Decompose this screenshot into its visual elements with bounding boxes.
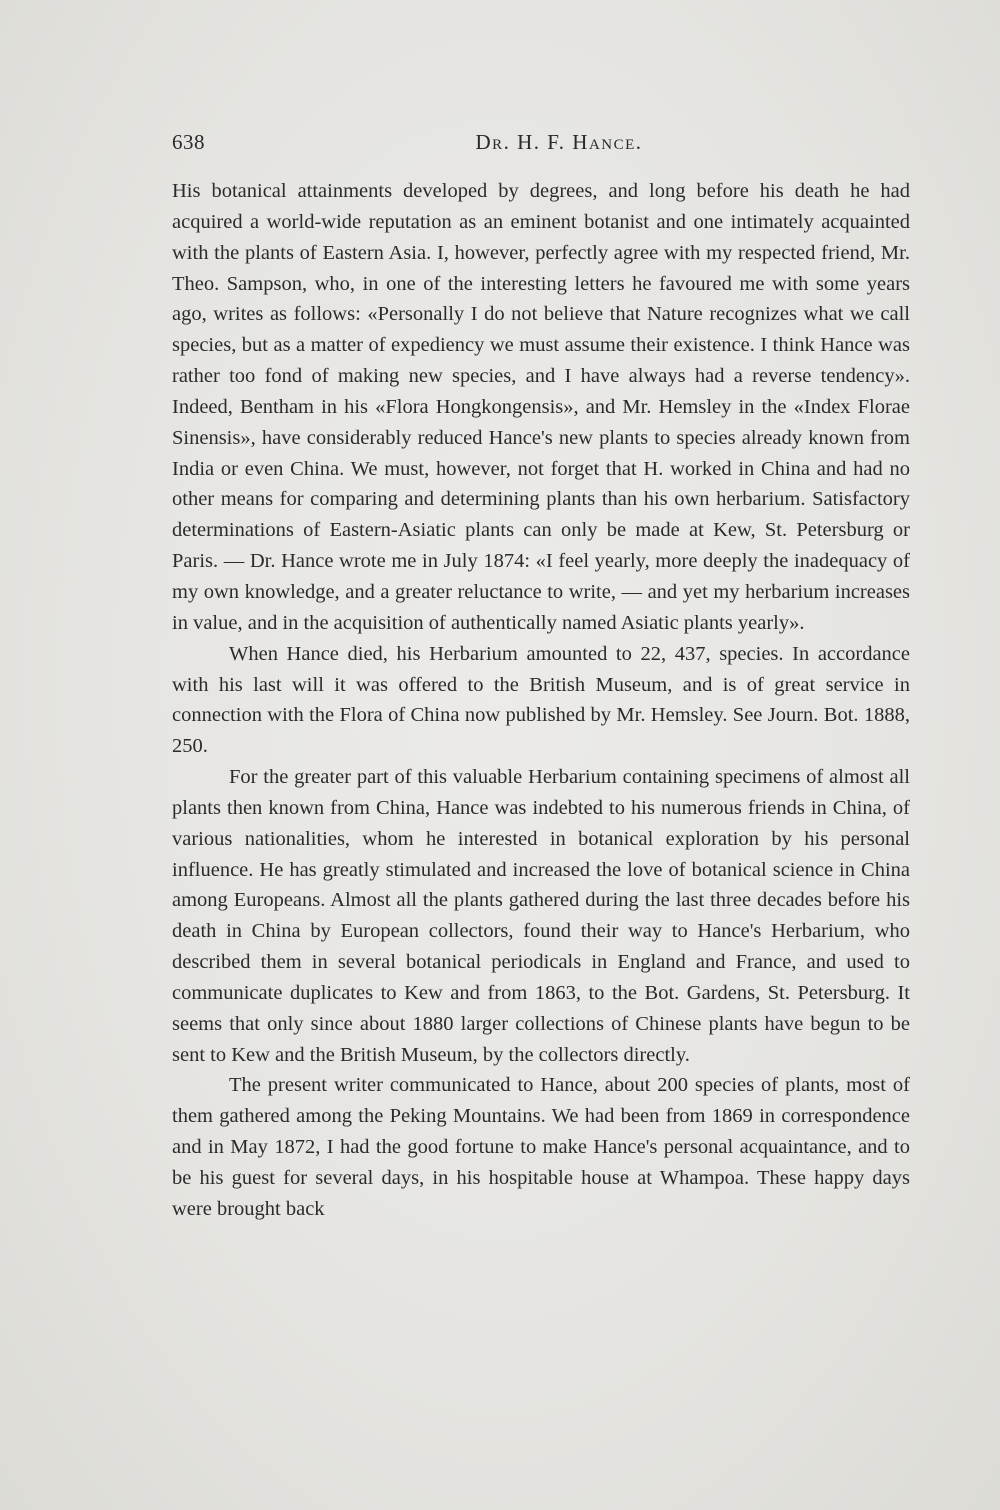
paragraph-3: For the greater part of this valuable Herbarium containing specimens of almost all plants then known from China, Hance was indebted to his numerous friends in China, of various nationalities, whom he interested in botanical exploration by his personal influence. He has greatly stimulated and increased the love of botanical science in China among Europeans. Almost all the plants gathered during the last three decades before his death in China by European collectors, found their way to Hance's Herbarium, who described them in several botanical periodicals in England and France, and used to communicate duplicates to Kew and from 1863, to the Bot. Gardens, St. Petersburg. It seems that only since about 1880 larger collections of Chinese plants have begun to be sent to Kew and the British Museum, by the collectors directly.	[172, 766, 910, 1066]
paragraph-1: His botanical attainments developed by degrees, and long before his death he had acquired a world-wide reputation as an eminent botanist and one intimately acquainted with the plants of Eastern Asia. I, however, perfectly agree with my respected friend, Mr. Theo. Sampson, who, in one of the interesting letters he favoured me with some years ago, writes as follows: «Personally I do not believe that Nature recognizes what we call species, but as a matter of expediency we must assume their existence. I think Hance was rather too fond of making new species, and I have always had a reverse tendency». Indeed, Bentham in his «Flora Hongkongensis», and Mr. Hemsley in the «Index Florae Sinensis», have considerably reduced Hance's new plants to species already known from India or even China. We must, however, not forget that H. worked in China and had no other means for comparing and determining plants than his own herbarium. Satisfactory determinations of Eastern-Asiatic plants can only be made at Kew, St. Petersburg or Paris. — Dr. Hance wrote me in July 1874: «I feel yearly, more deeply the inadequacy of my own knowledge, and a greater reluctance to write, — and yet my herbarium increases in value, and in the acquisition of authentically named Asiatic plants yearly».	[172, 180, 910, 634]
page-header	[172, 130, 910, 166]
body-text	[172, 176, 910, 1225]
paragraph-4: The present writer communicated to Hance, about 200 species of plants, most of them gathered among the Peking Mountains. We had been from 1869 in correspondence and in May 1872, I had the good fortune to make Hance's personal acquaintance, and to be his guest for several days, in his hospitable house at Whampoa. These happy days were brought back	[172, 1074, 910, 1220]
paragraph-2: When Hance died, his Herbarium amounted to 22, 437, species. In accordance with his last will it was offered to the British Museum, and is of great service in connection with the Flora of China now published by Mr. Hemsley. See Journ. Bot. 1888, 250.	[172, 642, 910, 758]
page-number: 638	[172, 130, 205, 154]
running-head: Dr. H. F. Hance.	[475, 130, 643, 154]
